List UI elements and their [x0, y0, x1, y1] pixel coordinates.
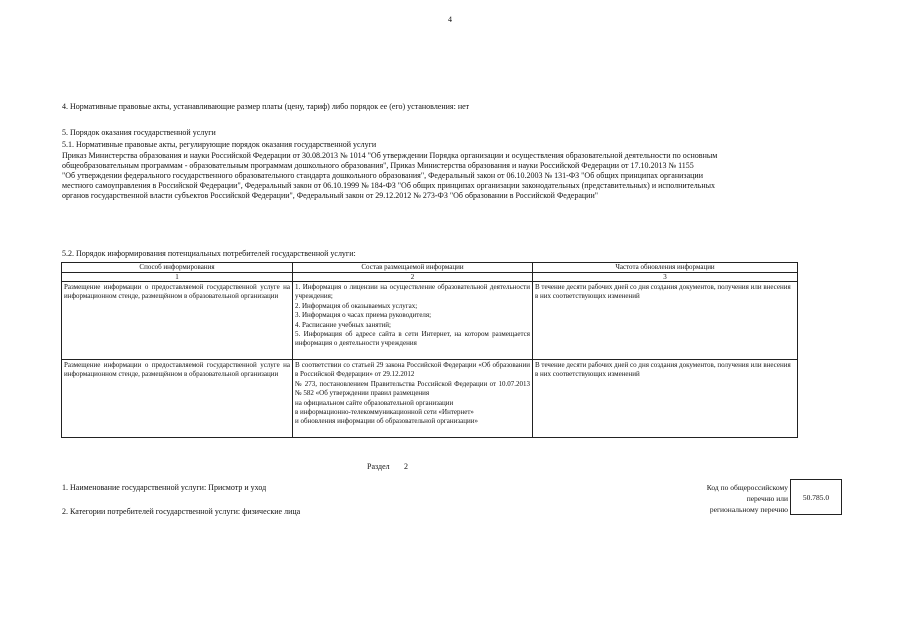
section-5-2-title: 5.2. Порядок информирования потенциальных потребителей государственной услуги: — [62, 249, 356, 258]
table-row — [62, 360, 798, 438]
section-5-title: 5. Порядок оказания государственной услуги — [62, 128, 216, 137]
column-number: 1 — [62, 273, 293, 282]
page-number: 4 — [448, 15, 452, 24]
registry-code-label-line: региональному перечню — [709, 505, 788, 514]
cell-content — [293, 360, 533, 438]
content-line: 5. Информация об адресе сайта в сети Интернет, на котором размещается информация о деятельности учреждения — [295, 330, 530, 348]
content-line: и обновления информации об образовательной организации» — [295, 417, 478, 426]
content-line: 2. Информация об оказываемых услугах; — [295, 301, 418, 310]
consumer-categories: 2. Категории потребителей государственной услуги: физические лица — [62, 507, 301, 516]
content-line: на официальном сайте образовательной организации — [295, 398, 454, 407]
regulatory-acts-text — [62, 151, 802, 201]
cell-frequency: В течение десяти рабочих дней со дня создания документов, получения или внесения в них соответствующих изменений — [533, 360, 798, 438]
header-content: Состав размещаемой информации — [293, 263, 533, 273]
section-number: 2 — [404, 462, 408, 471]
table-number-row — [62, 273, 798, 282]
registry-code-value: 50.785.0 — [802, 492, 830, 502]
cell-method: Размещение информации о предоставляемой государственной услуге на информационном стенде, размещённом в образовательной организации — [62, 282, 293, 360]
service-name: 1. Наименование государственной услуги: Присмотр и уход — [62, 483, 267, 492]
cell-frequency: В течение десяти рабочих дней со дня создания документов, получения или внесения в них соответствующих изменений — [533, 282, 798, 360]
content-line: 1. Информация о лицензии на осуществление образовательной деятельности учреждения; — [295, 283, 530, 301]
header-frequency: Частота обновления информации — [533, 263, 798, 273]
header-method: Способ информирования — [62, 263, 293, 273]
registry-code-label-line: перечню или — [746, 494, 788, 503]
content-line: 4. Расписание учебных занятий; — [295, 320, 391, 329]
regulatory-acts-line: Приказ Министерства образования и науки Российской Федерации от 30.08.2013 № 1014 "Об утверждении Порядка организации и осуществления образовательной деятельности по основным — [62, 151, 718, 160]
informing-table — [61, 262, 798, 438]
content-line: в информационно-телекоммуникационной сети «Интернет» — [295, 408, 474, 417]
section-5-1-title: 5.1. Нормативные правовые акты, регулирующие порядок оказания государственной услуги — [62, 140, 377, 149]
registry-code-label-line: Код по общероссийскому — [706, 483, 788, 492]
regulatory-acts-line: местного самоуправления в Российской Федерации", Федеральный закон от 06.10.1999 № 184-ФЗ "Об общих принципах организации законодательных (представительных) и исполнительных — [62, 181, 716, 190]
section-4-pricing-acts: 4. Нормативные правовые акты, устанавливающие размер платы (цену, тариф) либо порядок ее (его) установления: нет — [62, 102, 470, 111]
registry-code-label — [640, 482, 788, 515]
registry-code-box — [790, 479, 842, 515]
cell-content — [293, 282, 533, 360]
content-line: № 273, постановлением Правительства Российской Федерации от 10.07.2013 № 582 «Об утверждении правил размещения — [295, 379, 530, 398]
column-number: 2 — [293, 273, 533, 282]
regulatory-acts-line: общеобразовательным программам - образовательным программам дошкольного образования", Приказ Министерства образования и науки Российской Федерации от 17.10.2013 № 1155 — [62, 161, 694, 170]
regulatory-acts-line: органов государственной власти субъектов Российской Федерации", Федеральный закон от 29.12.2012 № 273-ФЗ "Об образовании в Российской Федерации" — [62, 191, 599, 200]
regulatory-acts-line: "Об утверждении федерального государственного образовательного стандарта дошкольного образования", Федеральный закон от 06.10.2003 № 131-ФЗ "Об общих принципах организации — [62, 171, 703, 180]
content-line: В соответствии со статьей 29 закона Российской Федерации «Об образовании в Российской Федерации» от 29.12.2012 — [295, 361, 530, 379]
column-number: 3 — [533, 273, 798, 282]
cell-method: Размещение информации о предоставляемой государственной услуге на информационном стенде, размещённом в образовательной организации — [62, 360, 293, 438]
table-row — [62, 282, 798, 360]
section-label: Раздел — [367, 462, 390, 471]
content-line: 3. Информация о часах приема руководителя; — [295, 311, 432, 320]
table-header-row — [62, 263, 798, 273]
